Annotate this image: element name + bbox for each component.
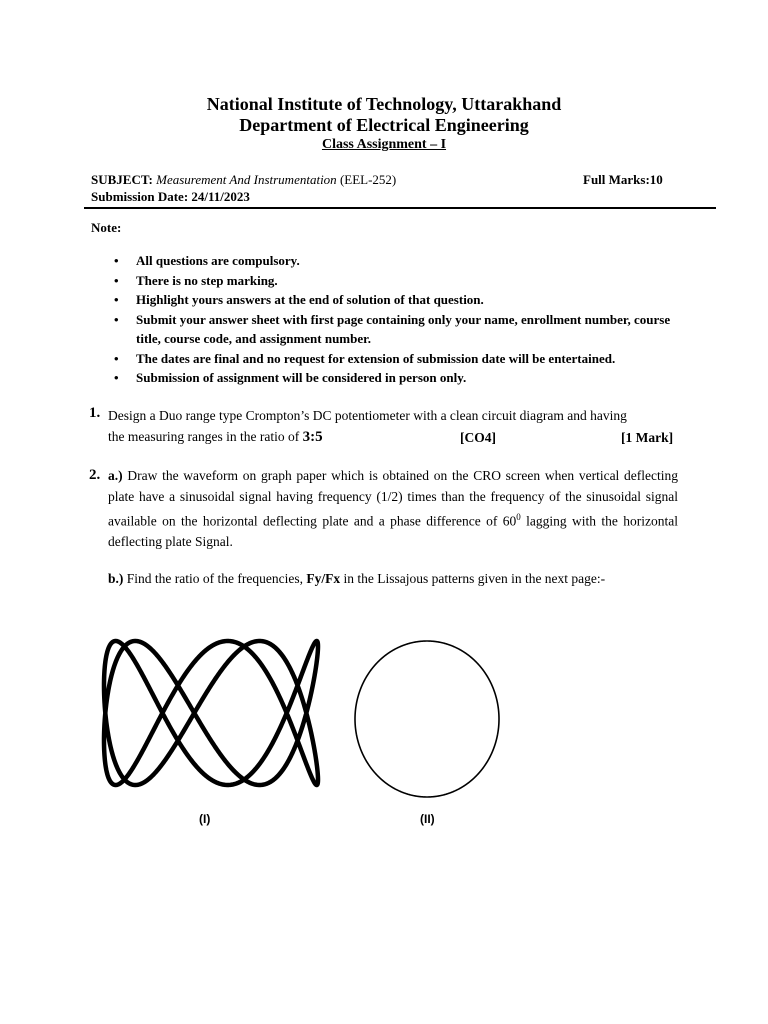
question-2b-text: Find the ratio of the frequencies, [126,571,303,586]
note-item: • The dates are final and no request for extension of submission date will be entertained. [114,349,694,369]
lissajous-pattern-2 [352,637,502,802]
subject-label: SUBJECT: [91,172,153,187]
note-item: • Submission of assignment will be considered in person only. [114,368,694,388]
question-2b-text-end: in the Lissajous patterns given in the next page:- [340,571,606,586]
full-marks: Full Marks:10 [583,172,663,187]
institute-title: National Institute of Technology, Uttarakhand [206,94,562,114]
note-item: • All questions are compulsory. [114,251,694,271]
question-1-line-1: Design a Duo range type Crompton’s DC potentiometer with a clean circuit diagram and having [108,408,627,423]
note-item: • There is no step marking. [114,271,694,291]
assignment-title: Class Assignment – I [321,137,447,152]
question-2b [108,569,688,590]
lissajous-curve-2 [355,641,499,797]
subject-name: Measurement And Instrumentation [156,172,337,187]
note-label: Note: [91,220,122,235]
lissajous-curve-1 [104,641,318,785]
question-2a-tail: lagging with the horizontal deflecting plate Signal. [108,513,679,549]
question-1-marks [621,428,673,449]
question-2b-label: b.) [108,571,124,586]
question-1-text: the measuring ranges in the ratio of [108,429,300,444]
note-item: • Submit your answer sheet with first page containing only your name, enrollment number, course title, course code, and assignment number. [114,310,694,349]
question-1-ratio: 3:5 [302,429,323,445]
subject-line [91,172,396,188]
question-1-co [460,428,496,449]
question-2a-label: a.) [108,468,123,483]
question-1-number: 1. [89,405,101,421]
question-2b-ratio: Fy/Fx [306,571,341,586]
lissajous-pattern-1 [96,633,326,793]
question-2a [108,466,678,553]
header-divider [84,207,716,209]
figure-label-2: (II) [420,812,435,826]
question-1-line-2 [108,427,688,448]
question-1-marks-tag: [1 Mark] [621,430,674,445]
question-2-number: 2. [89,467,101,483]
question-2a-text: Draw the waveform on graph paper which is obtained on the CRO screen when vertical deflecting plate have a sinusoidal signal having frequency (1/2) times than the frequency of the sinusoidal signal available on the horizontal deflecting plate and a phase difference of 60 [108,468,679,529]
notes-list [114,251,694,388]
note-item: • Highlight yours answers at the end of solution of that question. [114,290,694,310]
question-1-co-tag: [CO4] [460,430,496,445]
subject-code: (EEL-252) [339,172,397,187]
degree-superscript: 0 [516,512,521,522]
department-title: Department of Electrical Engineering [239,115,529,135]
figure-label-1: (I) [199,812,211,826]
submission-date: Submission Date: 24/11/2023 [91,189,250,204]
